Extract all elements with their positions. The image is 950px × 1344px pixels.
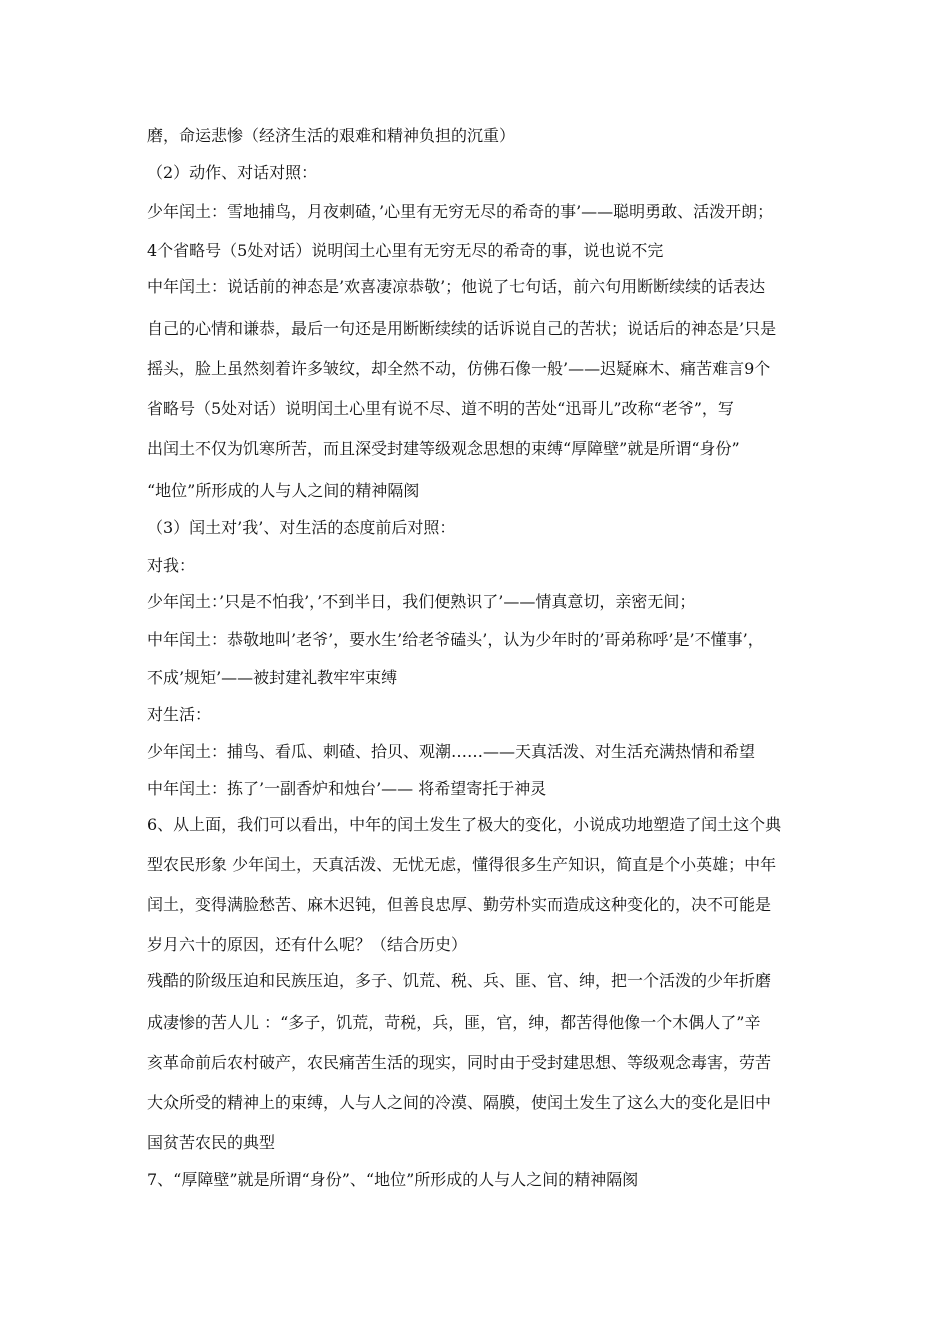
text-line: 对生活：	[147, 705, 212, 724]
text-line: 型农民形象 少年闰土，天真活泼、无忧无虑，懂得很多生产知识，简直是个小英雄；中年	[147, 855, 777, 874]
text-line: 少年闰土：捕鸟、看瓜、刺碴、拾贝、观潮……——天真活泼、对生活充满热情和希望	[147, 742, 756, 761]
text-line: 磨，命运悲惨（经济生活的艰难和精神负担的沉重）	[147, 126, 516, 145]
text-line: 中年闰土：拣了’一副香炉和烛台’—— 将希望寄托于神灵	[147, 779, 547, 798]
text-line: 4个省略号（5处对话）说明闰土心里有无穷无尽的希奇的事，说也说不完	[147, 241, 664, 260]
text-line: “地位”所形成的人与人之间的精神隔阂	[147, 481, 420, 500]
text-line: 少年闰土：雪地捕鸟，月夜刺碴，’心里有无穷无尽的希奇的事’——聪明勇敢、活泼开朗；	[147, 202, 774, 221]
text-line: （3）闰土对’我’、对生活的态度前后对照：	[147, 518, 456, 537]
text-line: 少年闰土：’只是不怕我’，’不到半日，我们便熟识了’——情真意切，亲密无间；	[147, 592, 696, 611]
text-line: 对我：	[147, 556, 196, 575]
text-line: 大众所受的精神上的束缚，人与人之间的冷漠、隔膜，使闰土发生了这么大的变化是旧中	[147, 1093, 772, 1112]
text-line: 中年闰土：说话前的神态是’欢喜凄凉恭敬’；他说了七句话，前六句用断断续续的话表达	[147, 277, 766, 296]
text-line: 出闰土不仅为饥寒所苦，而且深受封建等级观念思想的束缚“厚障壁”就是所谓“身份”	[147, 439, 740, 458]
text-line: 自己的心情和谦恭，最后一句还是用断断续续的话诉说自己的苦状；说话后的神态是’只是	[147, 319, 777, 338]
text-line: 成凄惨的苦人儿 ：“多子，饥荒，苛税，兵，匪，官，绅，都苦得他像一个木偶人了”辛	[147, 1013, 761, 1032]
text-line: 7、“厚障壁”就是所谓“身份”、“地位”所形成的人与人之间的精神隔阂	[147, 1170, 639, 1189]
text-line: 残酷的阶级压迫和民族压迫，多子、饥荒、税、兵、匪、官、绅，把一个活泼的少年折磨	[147, 971, 772, 990]
text-line: 国贫苦农民的典型	[147, 1133, 276, 1152]
text-line: 中年闰土：恭敬地叫’老爷’，要水生’给老爷磕头’，认为少年时的’哥弟称呼’是’不懂事’，	[147, 630, 764, 649]
text-line: 6、从上面，我们可以看出，中年的闰土发生了极大的变化，小说成功地塑造了闰土这个典	[147, 815, 782, 834]
text-line: 岁月六十的原因，还有什么呢？（结合历史）	[147, 935, 468, 954]
text-line: 省略号（5处对话）说明闰土心里有说不尽、道不明的苦处“迅哥儿”改称“老爷”，写	[147, 399, 734, 418]
text-line: （2）动作、对话对照：	[147, 163, 318, 182]
text-line: 不成’规矩’——被封建礼教牢牢束缚	[147, 668, 398, 687]
text-line: 闰土，变得满脸愁苦、麻木迟钝，但善良忠厚、勤劳朴实而造成这种变化的，决不可能是	[147, 895, 772, 914]
text-line: 亥革命前后农村破产，农民痛苦生活的现实，同时由于受封建思想、等级观念毒害，劳苦	[147, 1053, 772, 1072]
text-line: 摇头，脸上虽然刻着许多皱纹，却全然不动，仿佛石像一般’——迟疑麻木、痛苦难言9个	[147, 359, 771, 378]
